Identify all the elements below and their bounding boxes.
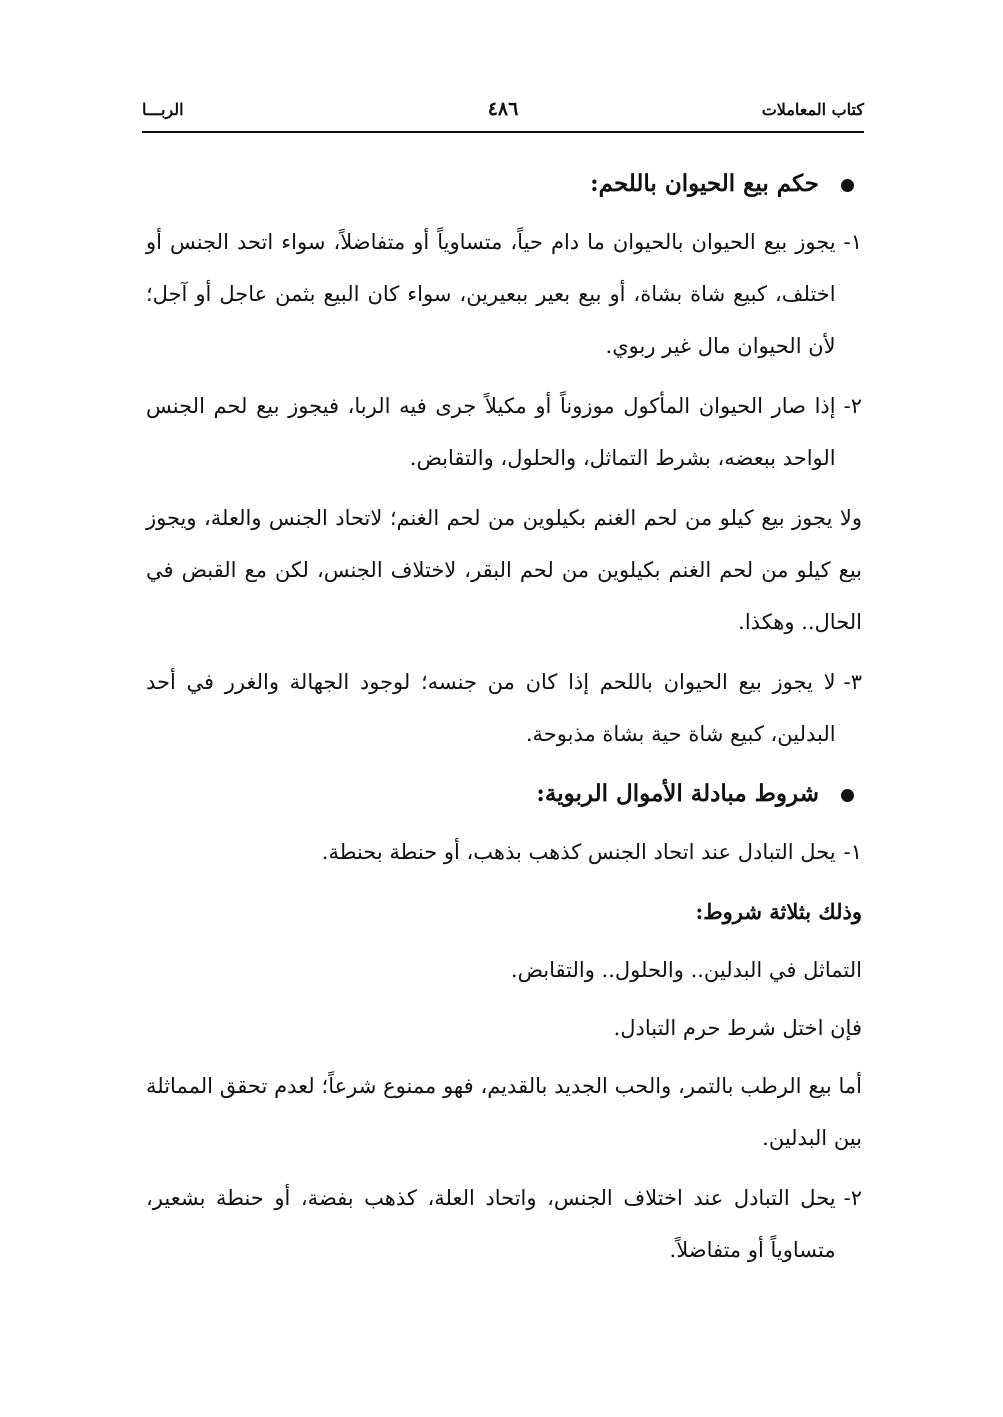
section-heading-exchange-conditions	[146, 768, 862, 820]
paragraph: أما بيع الرطب بالتمر، والحب الجديد بالقديم، فهو ممنوع شرعاً؛ لعدم تحقق المماثلة بين البدلين.	[146, 1074, 862, 1150]
list-item	[146, 380, 862, 484]
paragraph: ولا يجوز بيع كيلو من لحم الغنم بكيلوين من لحم الغنم؛ لاتحاد الجنس والعلة، ويجوز بيع كيلو من لحم الغنم بكيلوين من لحم البقر، لاختلاف الجنس، لكن مع القبض في الحال.. وهكذا.	[146, 506, 862, 634]
breach-line: فإن اختل شرط حرم التبادل.	[613, 1016, 862, 1040]
section-heading-animal-meat	[146, 158, 862, 210]
chapter-title: الربـــا	[142, 100, 184, 119]
item-text: يحل التبادل عند اختلاف الجنس، واتحاد العلة، كذهب بفضة، أو حنطة بشعير، متساوياً أو متفاضلاً.	[146, 1186, 836, 1262]
section-heading-text: حكم بيع الحيوان باللحم:	[590, 170, 819, 197]
item-number: ١-	[843, 230, 862, 254]
bullet-icon	[841, 789, 854, 802]
list-item	[146, 1172, 862, 1276]
item-text: إذا صار الحيوان المأكول موزوناً أو مكيلاً جرى فيه الربا، فيجوز بيع لحم الجنس الواحد ببعضه، بشرط التماثل، والحلول، والتقابض.	[146, 394, 836, 470]
book-title: كتاب المعاملات	[761, 100, 864, 119]
page-content	[146, 158, 862, 1284]
item-number: ٢-	[843, 394, 862, 418]
subheading: وذلك بثلاثة شروط:	[695, 899, 862, 924]
item-number: ٣-	[843, 670, 862, 694]
list-item	[146, 656, 862, 760]
header-divider	[142, 131, 864, 133]
item-text: لا يجوز بيع الحيوان باللحم إذا كان من جنسه؛ لوجود الجهالة والغرر في أحد البدلين، كبيع شاة حية بشاة مذبوحة.	[146, 670, 836, 746]
bullet-icon	[841, 179, 854, 192]
list-item	[146, 216, 862, 372]
page-number: ٤٨٦	[487, 98, 519, 120]
item-text: يحل التبادل عند اتحاد الجنس كذهب بذهب، أو حنطة بحنطة.	[321, 840, 836, 864]
conditions-line: التماثل في البدلين.. والحلول.. والتقابض.	[510, 958, 862, 982]
item-number: ١-	[843, 840, 862, 864]
item-text: يجوز بيع الحيوان بالحيوان ما دام حياً، متساوياً أو متفاضلاً، سواء اتحد الجنس أو اختلف، كبيع شاة بشاة، أو بيع بعير ببعيرين، سواء كان البيع بثمن عاجل أو آجل؛ لأن الحيوان مال غير ربوي.	[146, 230, 836, 358]
list-item	[146, 826, 862, 878]
section-heading-text: شروط مبادلة الأموال الربوية:	[536, 780, 819, 807]
item-number: ٢-	[843, 1186, 862, 1210]
page-header	[142, 96, 864, 130]
